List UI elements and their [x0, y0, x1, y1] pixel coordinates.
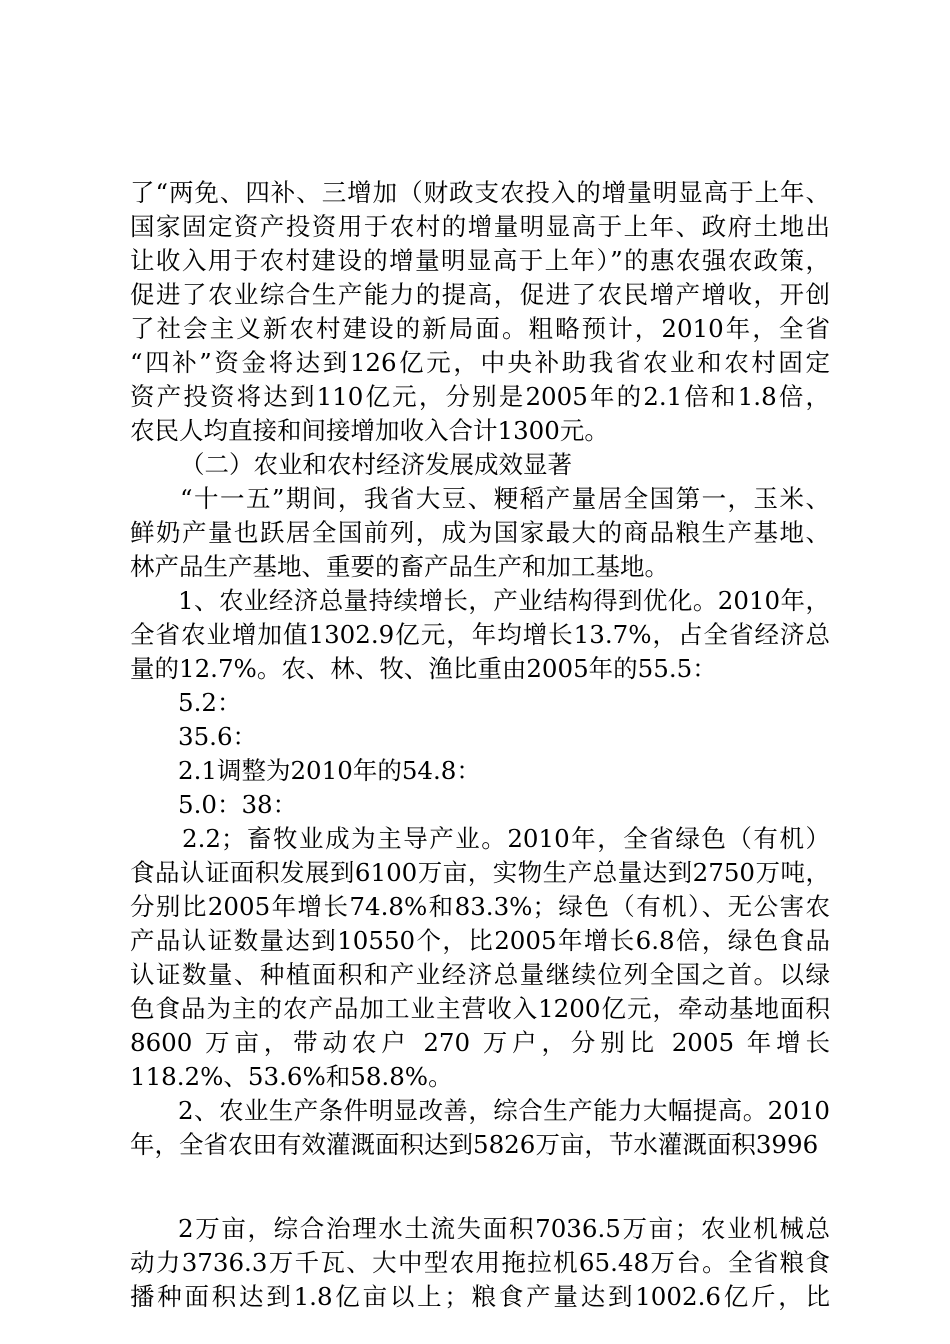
- paragraph-line: 了“两免、四补、三增加（财政支农投入的增量明显高于上年、: [130, 178, 830, 207]
- paragraph-line: 农民人均直接和间接增加收入合计1300元。: [130, 416, 609, 445]
- paragraph-line: 8600 万亩，带动农户 270 万户，分别比 2005 年增长: [130, 1028, 830, 1057]
- paragraph-line: 食品认证面积发展到6100万亩，实物生产总量达到2750万吨，: [130, 858, 830, 887]
- paragraph-line: 2万亩，综合治理水土流失面积7036.5万亩；农业机械总: [178, 1214, 830, 1243]
- paragraph-line: 2.1调整为2010年的54.8：: [178, 756, 481, 785]
- paragraph-line: 了社会主义新农村建设的新局面。粗略预计，2010年，全省: [130, 314, 830, 343]
- paragraph-line: 118.2%、53.6%和58.8%。: [130, 1062, 453, 1091]
- paragraph-line: “十一五”期间，我省大豆、粳稻产量居全国第一，玉米、: [180, 484, 830, 513]
- paragraph-line: 促进了农业综合生产能力的提高，促进了农民增产增收，开创: [130, 280, 830, 309]
- paragraph-line: 量的12.7%。农、林、牧、渔比重由2005年的55.5：: [130, 654, 717, 683]
- paragraph-line: 色食品为主的农产品加工业主营收入1200亿元，牵动基地面积: [130, 994, 830, 1023]
- paragraph-line: 鲜奶产量也跃居全国前列，成为国家最大的商品粮生产基地、: [130, 518, 830, 547]
- paragraph-line: 让收入用于农村建设的增量明显高于上年）”的惠农强农政策，: [130, 246, 830, 275]
- paragraph-line: 动力3736.3万千瓦、大中型农用拖拉机65.48万台。全省粮食: [130, 1248, 830, 1277]
- section-heading: （二）农业和农村经济发展成效显著: [180, 450, 572, 479]
- paragraph-line: 产品认证数量达到10550个，比2005年增长6.8倍，绿色食品: [130, 926, 830, 955]
- paragraph-line: 5.2：: [178, 688, 242, 717]
- paragraph-line: 2.2；畜牧业成为主导产业。2010年，全省绿色（有机）: [182, 824, 830, 853]
- paragraph-line: 2、农业生产条件明显改善，综合生产能力大幅提高。2010: [178, 1096, 830, 1125]
- paragraph-line: 年，全省农田有效灌溉面积达到5826万亩，节水灌溉面积3996: [130, 1130, 819, 1159]
- paragraph-line: 1、农业经济总量持续增长，产业结构得到优化。2010年，: [178, 586, 830, 615]
- paragraph-line: 认证数量、种植面积和产业经济总量继续位列全国之首。以绿: [130, 960, 830, 989]
- paragraph-line: 林产品生产基地、重要的畜产品生产和加工基地。: [130, 552, 669, 581]
- paragraph-line: 5.0：38：: [178, 790, 298, 819]
- paragraph-line: “四补”资金将达到126亿元，中央补助我省农业和农村固定: [130, 348, 830, 377]
- paragraph-line: 播种面积达到1.8亿亩以上；粮食产量达到1002.6亿斤，比: [130, 1282, 830, 1311]
- paragraph-line: 全省农业增加值1302.9亿元，年均增长13.7%，占全省经济总: [130, 620, 830, 649]
- paragraph-line: 35.6：: [178, 722, 258, 751]
- paragraph-line: 资产投资将达到110亿元，分别是2005年的2.1倍和1.8倍，: [130, 382, 830, 411]
- paragraph-line: 国家固定资产投资用于农村的增量明显高于上年、政府土地出: [130, 212, 830, 241]
- paragraph-line: 分别比2005年增长74.8%和83.3%；绿色（有机）、无公害农: [130, 892, 830, 921]
